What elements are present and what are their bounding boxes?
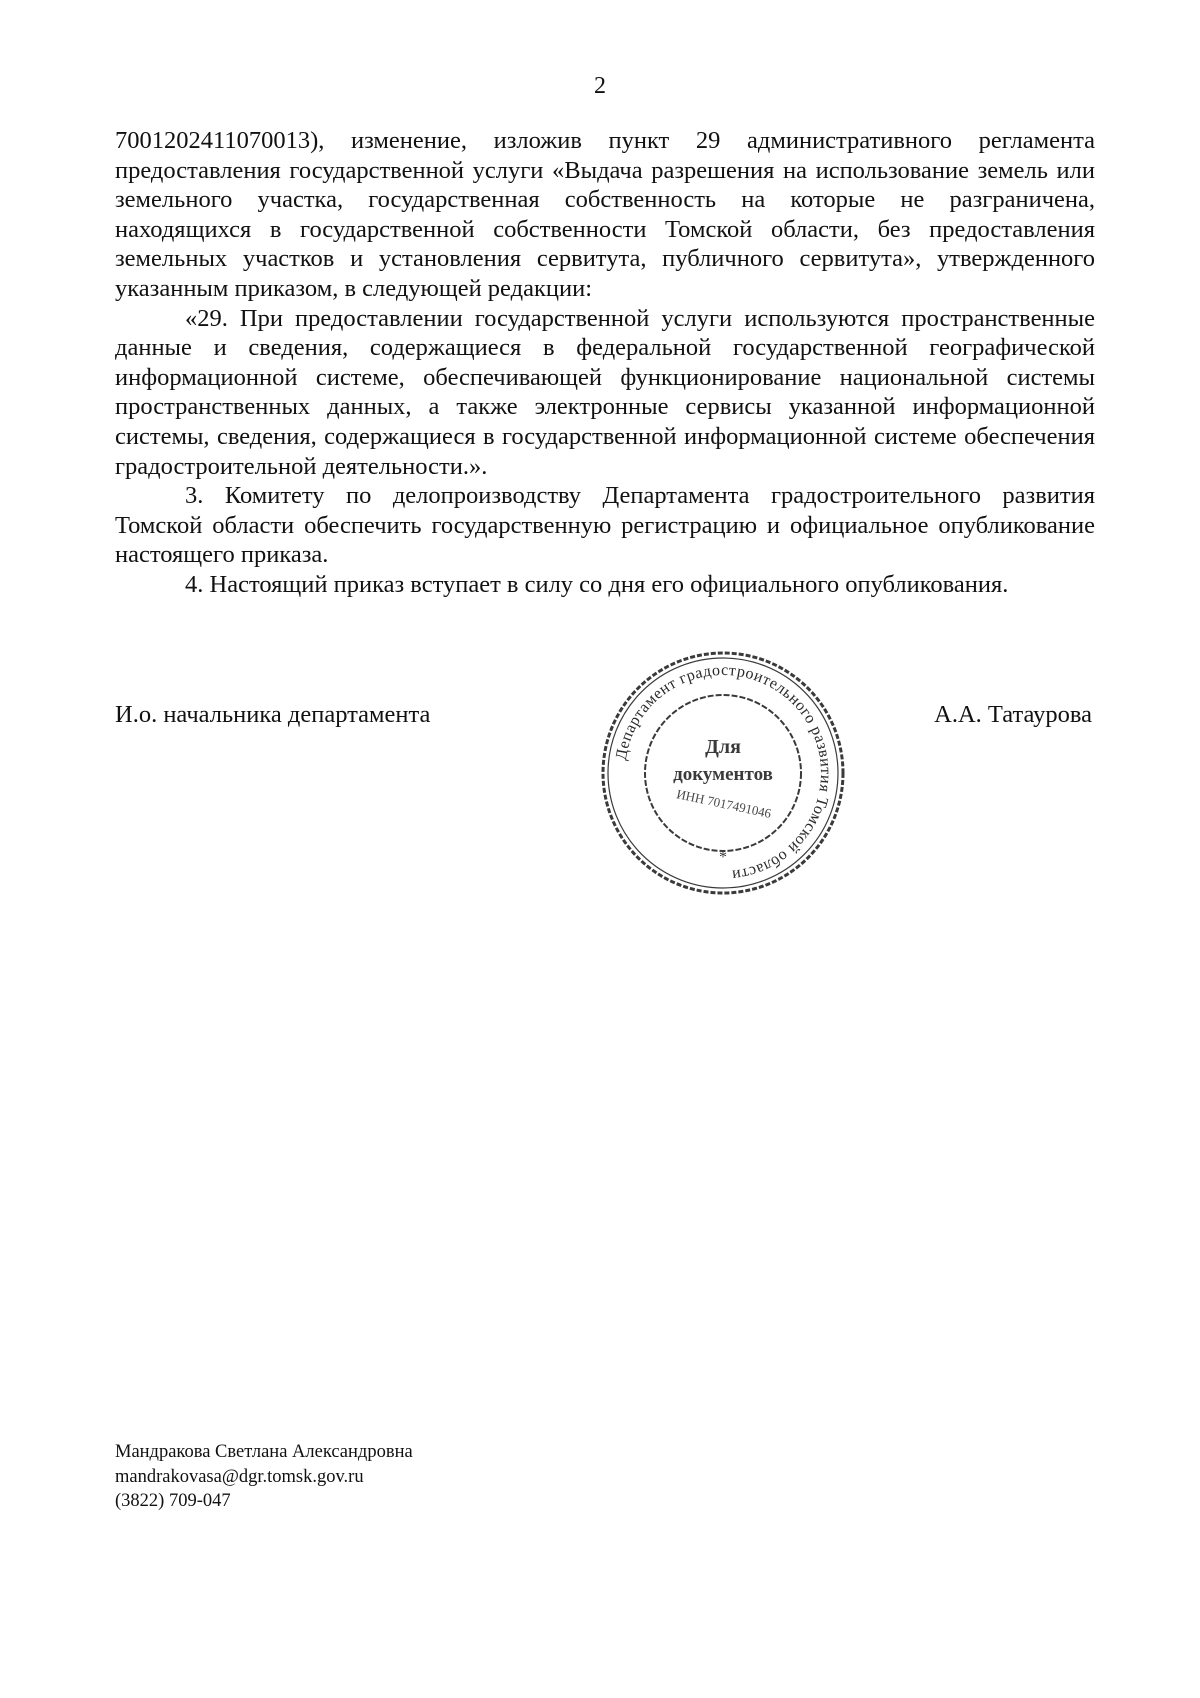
- paragraph-item-29: «29. При предоставлении государственной услуги используются пространственные данные и сведения, содержащиеся в федеральной государственной географической информационной системе, обеспечивающей функционирование национальной системы пространственных данных, а также электронные сервисы указанной информационной системы, сведения, содержащиеся в государственной информационной системе обеспечения градостроительной деятельности.».: [115, 304, 1095, 480]
- official-stamp: [598, 648, 848, 898]
- contact-block: [115, 1440, 413, 1514]
- contact-name: Мандракова Светлана Александровна: [115, 1442, 413, 1462]
- stamp-center-line2: документов: [673, 764, 773, 785]
- stamp-center-line1: Для: [705, 736, 741, 758]
- contact-phone: (3822) 709-047: [115, 1491, 231, 1511]
- paragraph-item-3: 3. Комитету по делопроизводству Департамента градостроительного развития Томской области обеспечить государственную регистрацию и официальное опубликование настоящего приказа.: [115, 482, 1095, 569]
- page-number: 2: [594, 73, 606, 99]
- signatory-name: А.А. Татаурова: [934, 701, 1092, 728]
- signatory-position: И.о. начальника департамента: [115, 701, 431, 728]
- paragraph-amendment: 7001202411070013), изменение, изложив пункт 29 административного регламента предоставления государственной услуги «Выдача разрешения на использование земель или земельного участка, государственная собственность на которые не разграничена, находящихся в государственной собственности Томской области, без предоставления земельных участков и установления сервитута, публичного сервитута», утвержденного указанным приказом, в следующей редакции:: [115, 127, 1095, 302]
- stamp-star: *: [719, 849, 727, 866]
- contact-email: mandrakovasa@dgr.tomsk.gov.ru: [115, 1466, 364, 1487]
- stamp-ring-text: Департамент градостроительного развития Томской области: [612, 661, 835, 884]
- document-body: [115, 126, 1095, 600]
- paragraph-item-4: 4. Настоящий приказ вступает в силу со дня его официального опубликования.: [185, 570, 1009, 598]
- stamp-inn: ИНН 7017491046: [675, 786, 773, 821]
